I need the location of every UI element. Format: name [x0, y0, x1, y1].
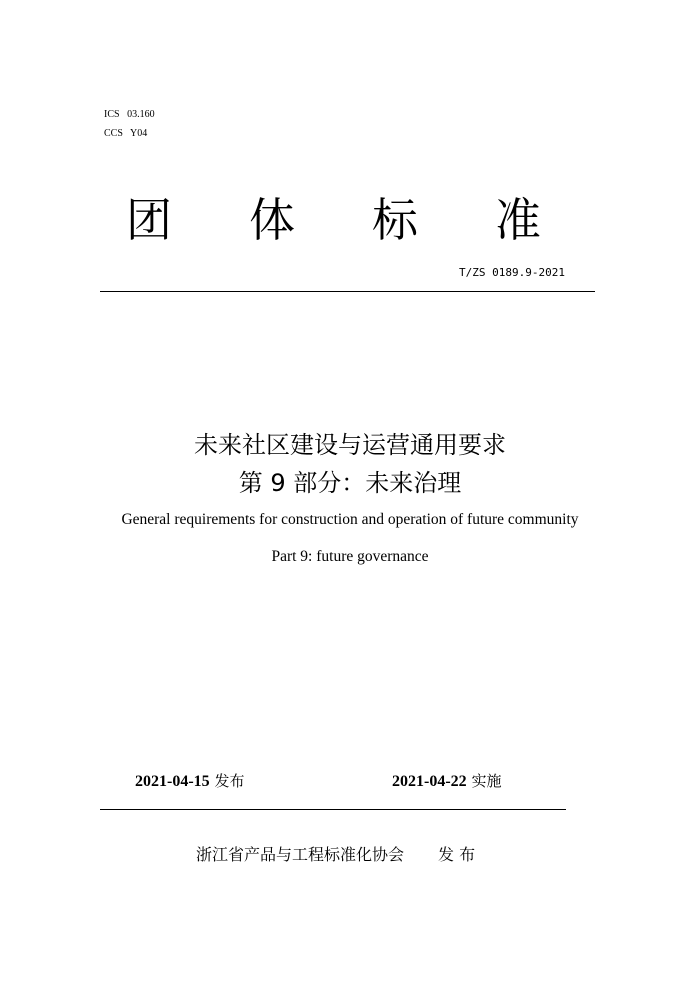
ics-label: ICS: [104, 109, 120, 120]
ics-classification: [104, 109, 155, 121]
title-chinese-line-1: 未来社区建设与运营通用要求: [194, 431, 506, 459]
implementation-label: 实施: [471, 772, 502, 790]
standard-number: T/ZS 0189.9-2021: [459, 266, 565, 279]
publisher-action: 发 布: [438, 845, 476, 864]
ics-code: 03.160: [127, 109, 155, 120]
title-chinese-line-2: 第 9 部分：未来治理: [238, 469, 462, 497]
ccs-classification: [104, 128, 147, 140]
title-english-line-1: General requirements for construction and operation of future community: [121, 511, 579, 528]
ccs-code: Y04: [130, 128, 148, 139]
category-char-3: 标: [372, 193, 418, 247]
bottom-divider: [100, 809, 566, 810]
implementation-date-block: [392, 770, 501, 793]
ccs-label: CCS: [104, 128, 123, 139]
category-char-1: 团: [126, 193, 172, 247]
title-english-line-2: Part 9: future governance: [271, 548, 429, 565]
publisher-name: 浙江省产品与工程标准化协会: [196, 845, 405, 864]
issue-label: 发布: [214, 772, 245, 790]
issue-date-block: [135, 770, 244, 793]
issue-date: 2021-04-15: [135, 773, 210, 790]
publisher-block: [196, 844, 475, 866]
category-char-2: 体: [249, 193, 295, 247]
category-char-4: 准: [495, 193, 541, 247]
implementation-date: 2021-04-22: [392, 773, 467, 790]
top-divider: [100, 291, 595, 292]
